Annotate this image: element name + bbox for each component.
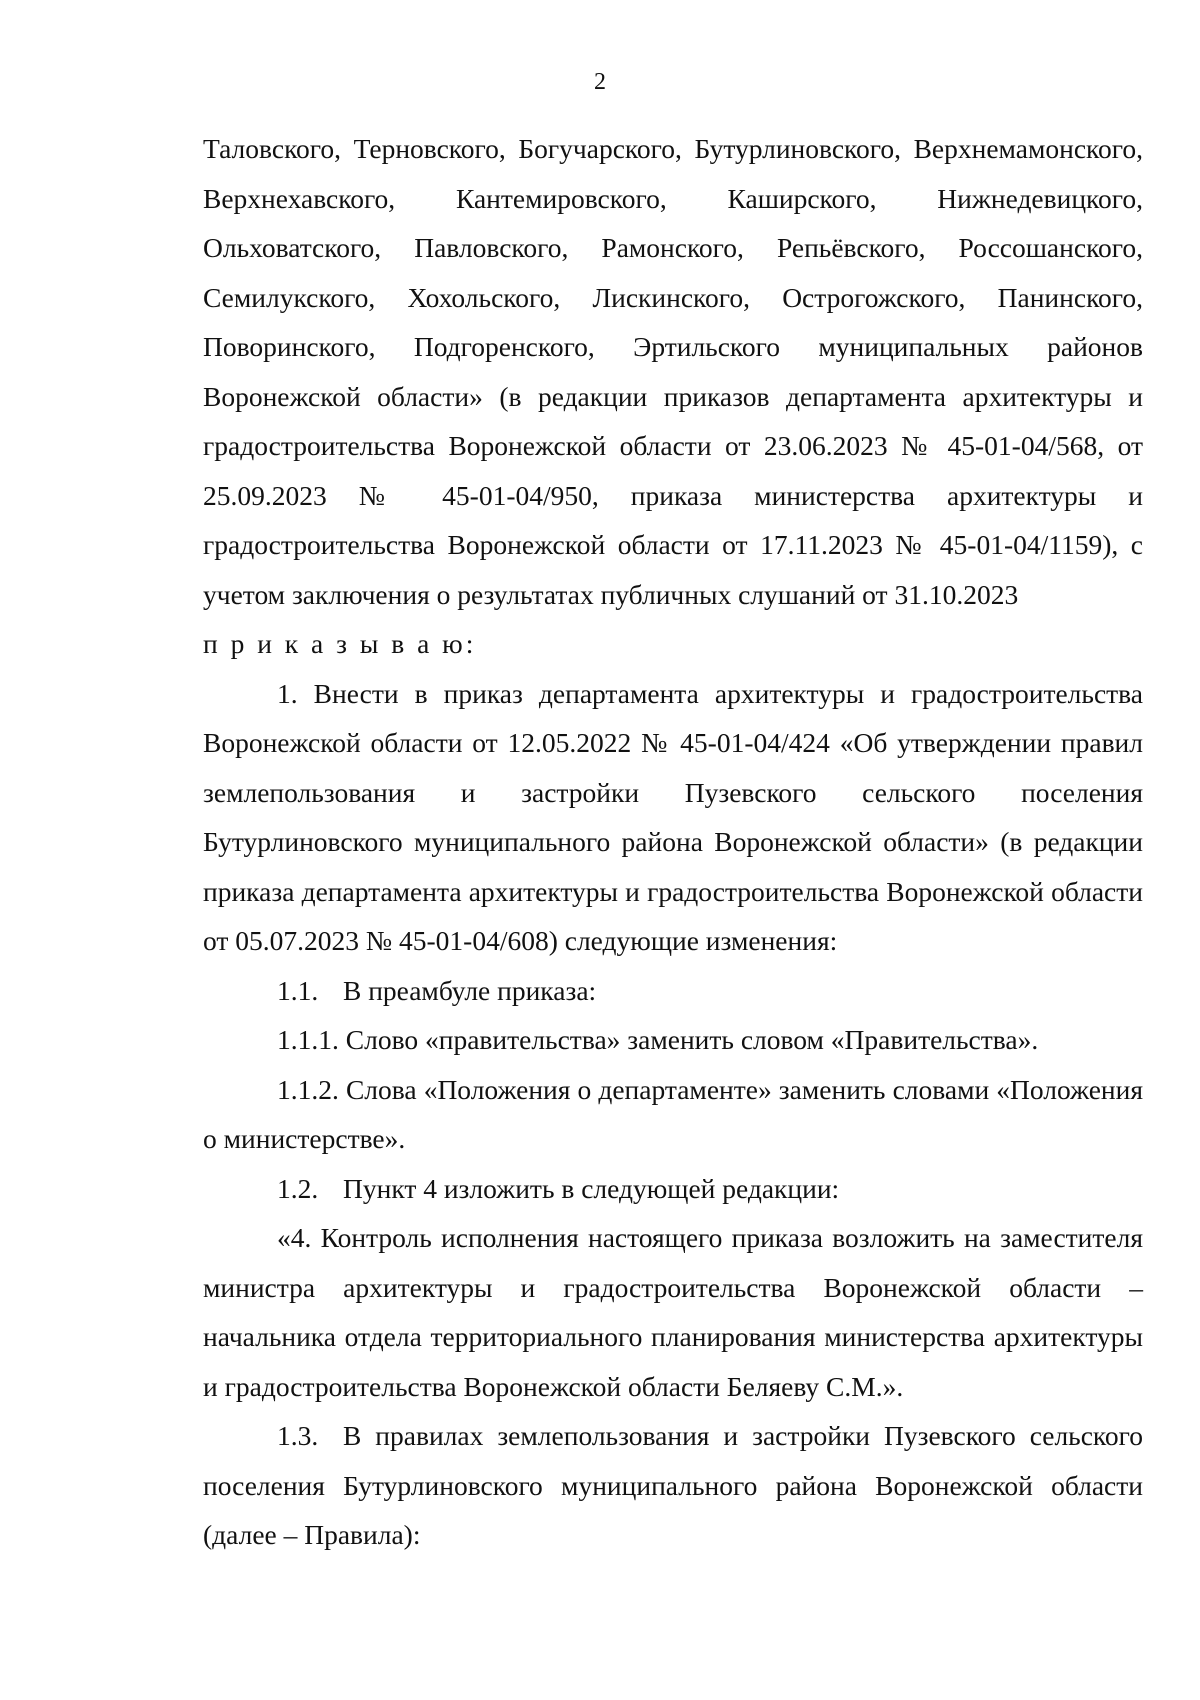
item-1-1 <box>203 966 1143 1016</box>
item-1-1-text: В преамбуле приказа: <box>343 974 597 1006</box>
item-1-2-text: Пункт 4 изложить в следующей редакции: <box>343 1172 840 1204</box>
item-1-1-number: 1.1. <box>277 974 319 1006</box>
item-1: 1. Внести в приказ департамента архитектуры и градостроительства Воронежской области от 12.05.2022 № 45-01-04/424 «Об утверждении правил землепользования и застройки Пузевского сельского поселения Бутурлиновского муниципального района Воронежской области» (в редакции приказа департамента архитектуры и градостроительства Воронежской области от 05.07.2023 № 45-01-04/608) следующие изменения: <box>203 677 1143 956</box>
item-1-3-text: В правилах землепользования и застройки Пузевского сельского поселения Бутурлиновского муниципального района Воронежской области (далее – Правила): <box>203 1420 1143 1550</box>
item-4-quote: «4. Контроль исполнения настоящего приказа возложить на заместителя министра архитектуры и градостроительства Воронежской области – начальника отдела территориального планирования министерства архитектуры и градостроительства Воронежской области Беляеву С.М.». <box>203 1222 1143 1402</box>
item-1-2-number: 1.2. <box>277 1172 319 1204</box>
preamble-continuation: Таловского, Терновского, Богучарского, Бутурлиновского, Верхнемамонского, Верхнехавского, Кантемировского, Каширского, Нижнедевицкого, Ольховатского, Павловского, Рамонского, Репьёвского, Россошанского, Семилукского, Хохольского, Лискинского, Острогожского, Панинского, Поворинского, Подгоренского, Эртильского муниципальных районов Воронежской области» (в редакции приказов департамента архитектуры и градостроительства Воронежской области от 23.06.2023 № 45-01-04/568, от 25.09.2023 № 45-01-04/950, приказа министерства архитектуры и градостроительства Воронежской области от 17.11.2023 № 45-01-04/1159), с учетом заключения о результатах публичных слушаний от 31.10.2023 <box>203 133 1143 610</box>
document-body <box>203 124 1143 1560</box>
page-number: 2 <box>594 69 606 95</box>
item-1-1-2: 1.1.2. Слова «Положения о департаменте» заменить словами «Положения о министерстве». <box>203 1073 1143 1154</box>
item-1-2 <box>203 1164 1143 1214</box>
order-word: п р и к а з ы в а ю: <box>203 628 477 659</box>
item-1-3 <box>203 1411 1143 1560</box>
item-1-3-number: 1.3. <box>277 1420 319 1451</box>
item-1-1-1: 1.1.1. Слово «правительства» заменить словом «Правительства». <box>277 1024 1039 1055</box>
